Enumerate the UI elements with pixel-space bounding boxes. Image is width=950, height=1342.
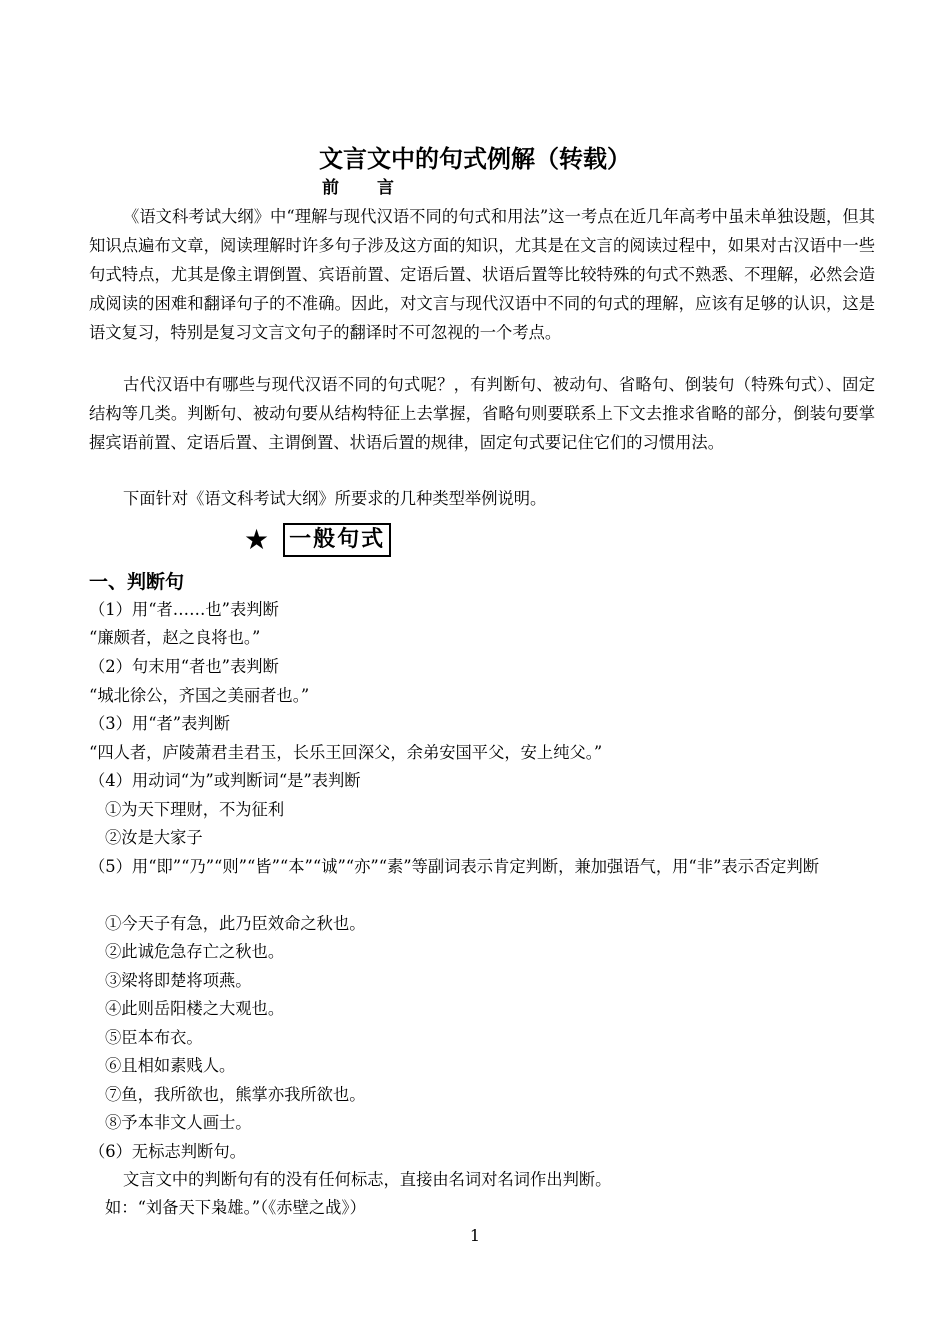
example-line: ⑥且相如素贱人。 bbox=[105, 1056, 236, 1075]
rule-line: （1）用“者……也”表判断 bbox=[89, 600, 279, 619]
example-line: ②汝是大家子 bbox=[105, 828, 203, 847]
section-header bbox=[244, 522, 391, 558]
intro-paragraph-1: 《语文科考试大纲》中“理解与现代汉语不同的句式和用法”这一考点在近几年高考中虽未单独设题，但其知识点遍布文章，阅读理解时许多句子涉及这方面的知识，尤其是在文言的阅读过程中，如果对古汉语中一些句式特点，尤其是像主谓倒置、宾语前置、定语后置、状语后置等比较特殊的句式不熟悉、不理解，必然会造成阅读的困难和翻译句子的不准确。因此，对文言与现代汉语中不同的句式的理解，应该有足够的认识，这是语文复习，特别是复习文言文句子的翻译时不可忽视的一个考点。 bbox=[89, 207, 875, 342]
rule-paragraph: （5）用“即”“乃”“则”“皆”“本”“诚”“亦”“素”等副词表示肯定判断，兼加强语气，用“非”表示否定判断 bbox=[89, 857, 820, 876]
example-line: ⑤臣本布衣。 bbox=[105, 1028, 203, 1047]
heading-judgment-sentences: 一、判断句 bbox=[89, 571, 185, 593]
rule-line: （3）用“者”表判断 bbox=[89, 714, 230, 733]
star-icon: ★ bbox=[244, 523, 270, 556]
rule-line: （4）用动词“为”或判断词“是”表判断 bbox=[89, 771, 361, 790]
example-line: “四人者，庐陵萧君圭君玉，长乐王回深父，余弟安国平父，安上纯父。” bbox=[89, 743, 603, 762]
intro-paragraph-3: 下面针对《语文科考试大纲》所要求的几种类型举例说明。 bbox=[123, 489, 547, 508]
rule-line: （2）句末用“者也”表判断 bbox=[89, 657, 279, 676]
preface-heading: 前言 bbox=[322, 178, 432, 198]
example-line: ⑧予本非文人画士。 bbox=[105, 1113, 252, 1132]
explanation-line: 文言文中的判断句有的没有任何标志，直接由名词对名词作出判断。 bbox=[123, 1170, 612, 1189]
page-number: 1 bbox=[469, 1226, 481, 1245]
example-line: “城北徐公，齐国之美丽者也。” bbox=[89, 686, 310, 705]
example-line: ③梁将即楚将项燕。 bbox=[105, 971, 252, 990]
example-line: ②此诚危急存亡之秋也。 bbox=[105, 942, 285, 961]
example-line: ④此则岳阳楼之大观也。 bbox=[105, 999, 285, 1018]
rule-line: （6）无标志判断句。 bbox=[89, 1142, 246, 1161]
example-line: ①为天下理财，不为征利 bbox=[105, 800, 285, 819]
section-title-boxed: 一般句式 bbox=[283, 523, 391, 557]
example-line: ⑦鱼，我所欲也，熊掌亦我所欲也。 bbox=[105, 1085, 366, 1104]
example-line: “廉颇者，赵之良将也。” bbox=[89, 628, 261, 647]
intro-paragraph-2: 古代汉语中有哪些与现代汉语不同的句式呢？，有判断句、被动句、省略句、倒装句（特殊句式）、固定结构等几类。判断句、被动句要从结构特征上去掌握，省略句则要联系上下文去推求省略的部分，倒装句要掌握宾语前置、定语后置、主谓倒置、状语后置的规律，固定句式要记住它们的习惯用法。 bbox=[89, 375, 875, 452]
example-line: ①今天子有急，此乃臣效命之秋也。 bbox=[105, 914, 366, 933]
example-line: 如：“刘备天下枭雄。”（《赤壁之战》） bbox=[105, 1198, 366, 1217]
document-title: 文言文中的句式例解（转载） bbox=[319, 145, 631, 173]
